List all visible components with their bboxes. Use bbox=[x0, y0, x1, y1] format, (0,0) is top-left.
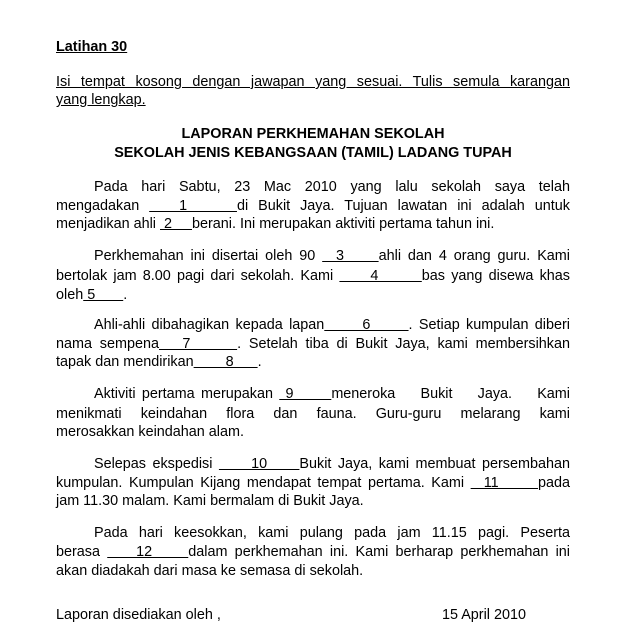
answer-blank-8: 8 bbox=[193, 354, 258, 370]
answer-blank-1: 1 bbox=[149, 198, 237, 214]
report-title-line-2: SEKOLAH JENIS KEBANGSAAN (TAMIL) LADANG TUPAH bbox=[114, 145, 512, 161]
paragraph-1-line-2: mengadakan 1 di Bukit Jaya. Tujuan lawatan ini adalah untuk bbox=[56, 198, 570, 214]
paragraph-3-line-1: Ahli-ahli dibahagikan kepada lapan 6 . Setiap kumpulan diberi bbox=[94, 317, 571, 333]
answer-blank-4: 4 bbox=[339, 268, 422, 284]
answer-blank-11: 11 bbox=[470, 475, 538, 491]
answer-blank-10: 10 bbox=[218, 456, 300, 472]
answer-blank-12: 12 bbox=[107, 544, 189, 560]
prepared-by-label: Laporan disediakan oleh , bbox=[56, 607, 221, 623]
instruction-line-2: yang lengkap. bbox=[56, 92, 146, 108]
paragraph-5-line-1: Selepas ekspedisi 10 Bukit Jaya, kami membuat persembahan bbox=[94, 456, 570, 472]
paragraph-5-line-3: jam 11.30 malam. Kami bermalam di Bukit Jaya. bbox=[56, 493, 364, 509]
paragraph-3-line-3: tapak dan mendirikan 8 . bbox=[56, 354, 262, 370]
report-date: 15 April 2010 bbox=[442, 607, 527, 623]
paragraph-6-line-2: berasa 12 dalam perkhemahan ini. Kami berharap perkhemahan ini bbox=[56, 544, 570, 560]
answer-blank-5: 5 bbox=[83, 287, 124, 303]
paragraph-4-line-2: menikmati keindahan flora dan fauna. Guru-guru melarang kami bbox=[56, 406, 570, 422]
answer-blank-9: 9 bbox=[279, 386, 332, 402]
answer-blank-3: 3 bbox=[322, 248, 379, 264]
paragraph-2-line-1: Perkhemahan ini disertai oleh 90 3 ahli dan 4 orang guru. Kami bbox=[94, 248, 570, 264]
report-title-line-1: LAPORAN PERKHEMAHAN SEKOLAH bbox=[181, 126, 445, 142]
paragraph-2-line-3: oleh 5 . bbox=[56, 287, 128, 303]
answer-blank-7: 7 bbox=[159, 336, 238, 352]
paragraph-3-line-2: nama sempena 7 . Setelah tiba di Bukit Jaya, kami membersihkan bbox=[56, 336, 570, 352]
instruction-line-1: Isi tempat kosong dengan jawapan yang sesuai. Tulis semula karangan bbox=[56, 74, 570, 90]
paragraph-2-line-2: bertolak jam 8.00 pagi dari sekolah. Kami 4 bas yang disewa khas bbox=[56, 268, 570, 284]
paragraph-5-line-2: kumpulan. Kumpulan Kijang mendapat tempat pertama. Kami 11 pada bbox=[56, 475, 570, 491]
answer-blank-6: 6 bbox=[324, 317, 409, 333]
paragraph-1-line-3: menjadikan ahli 2 berani. Ini merupakan aktiviti pertama tahun ini. bbox=[56, 216, 495, 232]
answer-blank-2: 2 bbox=[160, 216, 192, 232]
paragraph-6-line-1: Pada hari keesokkan, kami pulang pada jam 11.15 pagi. Peserta bbox=[94, 525, 570, 541]
paragraph-1-line-1: Pada hari Sabtu, 23 Mac 2010 yang lalu sekolah saya telah bbox=[94, 179, 570, 195]
exercise-title: Latihan 30 bbox=[56, 39, 128, 55]
paragraph-6-line-3: akan diadakah dari masa ke semasa di sekolah. bbox=[56, 563, 364, 579]
paragraph-4-line-1: Aktiviti pertama merupakan 9 meneroka Bukit Jaya. Kami bbox=[94, 386, 570, 402]
paragraph-4-line-3: merosakkan keindahan alam. bbox=[56, 424, 244, 440]
